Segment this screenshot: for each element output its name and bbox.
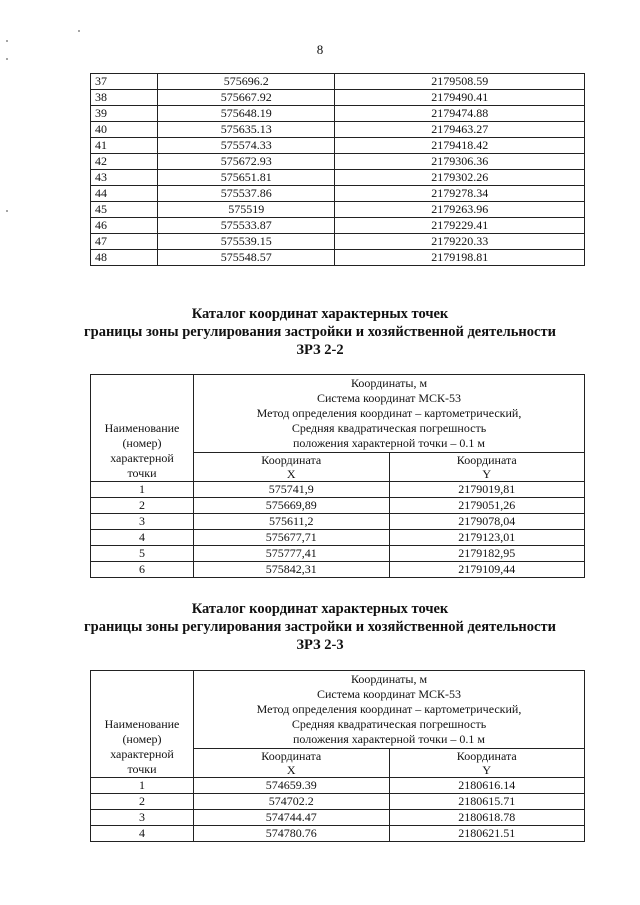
point-number-cell: 48 — [91, 250, 158, 266]
table-row — [91, 794, 585, 810]
table-row — [91, 810, 585, 826]
header-line: Координата — [261, 453, 322, 467]
y-coordinate-cell: 2179490.41 — [335, 90, 585, 106]
y-coordinate-cell: 2179418.42 — [335, 138, 585, 154]
y-coordinate-cell: 2179220.33 — [335, 234, 585, 250]
header-line: Координаты, м — [350, 672, 428, 686]
title-line: ЗРЗ 2-2 — [296, 342, 344, 358]
table-row — [91, 482, 585, 498]
margin-mark — [78, 30, 80, 32]
header-coordinate-system — [194, 671, 585, 749]
y-coordinate-cell: 2179078,04 — [389, 514, 585, 530]
x-coordinate-cell: 575548.57 — [158, 250, 335, 266]
point-number-cell: 37 — [91, 74, 158, 90]
point-number-cell: 2 — [91, 794, 194, 810]
point-number-cell: 4 — [91, 826, 194, 842]
x-coordinate-cell: 575777,41 — [194, 546, 390, 562]
y-coordinate-cell: 2179229.41 — [335, 218, 585, 234]
y-coordinate-cell: 2179182,95 — [389, 546, 585, 562]
header-line: Система координат МСК-53 — [316, 687, 462, 701]
y-coordinate-cell: 2179109,44 — [389, 562, 585, 578]
title-line: Каталог координат характерных точек — [191, 306, 449, 322]
header-line: Средняя квадратическая погрешность — [291, 421, 487, 435]
title-line: Каталог координат характерных точек — [191, 601, 449, 617]
y-coordinate-cell: 2180615.71 — [389, 794, 585, 810]
point-number-cell: 1 — [91, 482, 194, 498]
point-number-cell: 1 — [91, 778, 194, 794]
x-coordinate-cell: 575672.93 — [158, 154, 335, 170]
point-number-cell: 6 — [91, 562, 194, 578]
point-number-cell: 3 — [91, 514, 194, 530]
table-row — [91, 122, 585, 138]
x-coordinate-cell: 575667.92 — [158, 90, 335, 106]
header-line: Метод определения координат – картометрический, — [256, 702, 522, 716]
title-line: границы зоны регулирования застройки и хозяйственной деятельности — [84, 324, 556, 340]
header-line: положения характерной точки – 0.1 м — [292, 732, 485, 746]
point-number-cell: 46 — [91, 218, 158, 234]
table-row — [91, 546, 585, 562]
header-line: Координата — [456, 453, 517, 467]
header-x — [194, 749, 390, 778]
table-row — [91, 106, 585, 122]
table-row — [91, 138, 585, 154]
point-number-cell: 43 — [91, 170, 158, 186]
y-coordinate-cell: 2179263.96 — [335, 202, 585, 218]
header-line: Метод определения координат – картометрический, — [256, 406, 522, 420]
x-coordinate-cell: 574659.39 — [194, 778, 390, 794]
y-coordinate-cell: 2179123,01 — [389, 530, 585, 546]
table-row — [91, 154, 585, 170]
y-coordinate-cell: 2179508.59 — [335, 74, 585, 90]
y-coordinate-cell: 2180621.51 — [389, 826, 585, 842]
point-number-cell: 42 — [91, 154, 158, 170]
point-number-cell: 4 — [91, 530, 194, 546]
header-line: Координата — [261, 749, 322, 763]
table-row — [91, 234, 585, 250]
x-coordinate-cell: 575519 — [158, 202, 335, 218]
header-line: (номер) — [122, 732, 162, 746]
header-line: точки — [127, 762, 157, 776]
table-row — [91, 170, 585, 186]
point-number-cell: 40 — [91, 122, 158, 138]
x-coordinate-cell: 575677,71 — [194, 530, 390, 546]
y-coordinate-cell: 2180616.14 — [389, 778, 585, 794]
header-y — [389, 749, 585, 778]
point-number-cell: 3 — [91, 810, 194, 826]
coordinates-table-zrz-2-3 — [90, 670, 585, 842]
table-row — [91, 826, 585, 842]
coordinates-table-continued — [90, 73, 585, 266]
header-line: Y — [482, 467, 492, 481]
header-point-name — [91, 671, 194, 778]
point-number-cell: 39 — [91, 106, 158, 122]
x-coordinate-cell: 575696.2 — [158, 74, 335, 90]
x-coordinate-cell: 575574.33 — [158, 138, 335, 154]
table-row — [91, 562, 585, 578]
title-line: ЗРЗ 2-3 — [296, 637, 344, 653]
table-row — [91, 250, 585, 266]
point-number-cell: 2 — [91, 498, 194, 514]
x-coordinate-cell: 575611,2 — [194, 514, 390, 530]
header-x — [194, 453, 390, 482]
header-coordinate-system — [194, 375, 585, 453]
y-coordinate-cell: 2179198.81 — [335, 250, 585, 266]
x-coordinate-cell: 574702.2 — [194, 794, 390, 810]
page-number: 8 — [316, 42, 324, 57]
x-coordinate-cell: 575533.87 — [158, 218, 335, 234]
title-line: границы зоны регулирования застройки и хозяйственной деятельности — [84, 619, 556, 635]
table-row — [91, 514, 585, 530]
section-title-zrz-2-2 — [0, 305, 640, 359]
y-coordinate-cell: 2179051,26 — [389, 498, 585, 514]
header-y — [389, 453, 585, 482]
y-coordinate-cell: 2179474.88 — [335, 106, 585, 122]
header-line: точки — [127, 466, 157, 480]
table-row — [91, 778, 585, 794]
header-line: Y — [482, 763, 492, 777]
header-line: Наименование — [104, 717, 180, 731]
x-coordinate-cell: 575537.86 — [158, 186, 335, 202]
section-title-zrz-2-3 — [0, 600, 640, 654]
y-coordinate-cell: 2180618.78 — [389, 810, 585, 826]
header-line: (номер) — [122, 436, 162, 450]
header-point-name — [91, 375, 194, 482]
margin-mark — [6, 210, 8, 212]
y-coordinate-cell: 2179278.34 — [335, 186, 585, 202]
x-coordinate-cell: 575669,89 — [194, 498, 390, 514]
y-coordinate-cell: 2179463.27 — [335, 122, 585, 138]
header-line: Координаты, м — [350, 376, 428, 390]
point-number-cell: 38 — [91, 90, 158, 106]
x-coordinate-cell: 575635.13 — [158, 122, 335, 138]
table-row — [91, 218, 585, 234]
table-row — [91, 186, 585, 202]
point-number-cell: 5 — [91, 546, 194, 562]
x-coordinate-cell: 575539.15 — [158, 234, 335, 250]
point-number-cell: 45 — [91, 202, 158, 218]
header-line: Система координат МСК-53 — [316, 391, 462, 405]
x-coordinate-cell: 575842,31 — [194, 562, 390, 578]
header-line: Наименование — [104, 421, 180, 435]
table-row — [91, 530, 585, 546]
coordinates-table-zrz-2-2 — [90, 374, 585, 578]
y-coordinate-cell: 2179019,81 — [389, 482, 585, 498]
x-coordinate-cell: 575741,9 — [194, 482, 390, 498]
header-line: Координата — [456, 749, 517, 763]
table-row — [91, 90, 585, 106]
point-number-cell: 41 — [91, 138, 158, 154]
point-number-cell: 47 — [91, 234, 158, 250]
x-coordinate-cell: 574744.47 — [194, 810, 390, 826]
x-coordinate-cell: 574780.76 — [194, 826, 390, 842]
point-number-cell: 44 — [91, 186, 158, 202]
header-line: характерной — [110, 451, 174, 465]
header-line: положения характерной точки – 0.1 м — [292, 436, 485, 450]
header-line: X — [286, 763, 296, 777]
header-line: характерной — [110, 747, 174, 761]
table-row — [91, 74, 585, 90]
margin-mark — [6, 40, 8, 42]
header-line: Средняя квадратическая погрешность — [291, 717, 487, 731]
table-row — [91, 498, 585, 514]
header-line: X — [286, 467, 296, 481]
margin-mark — [6, 58, 8, 60]
x-coordinate-cell: 575648.19 — [158, 106, 335, 122]
y-coordinate-cell: 2179302.26 — [335, 170, 585, 186]
y-coordinate-cell: 2179306.36 — [335, 154, 585, 170]
table-row — [91, 202, 585, 218]
x-coordinate-cell: 575651.81 — [158, 170, 335, 186]
